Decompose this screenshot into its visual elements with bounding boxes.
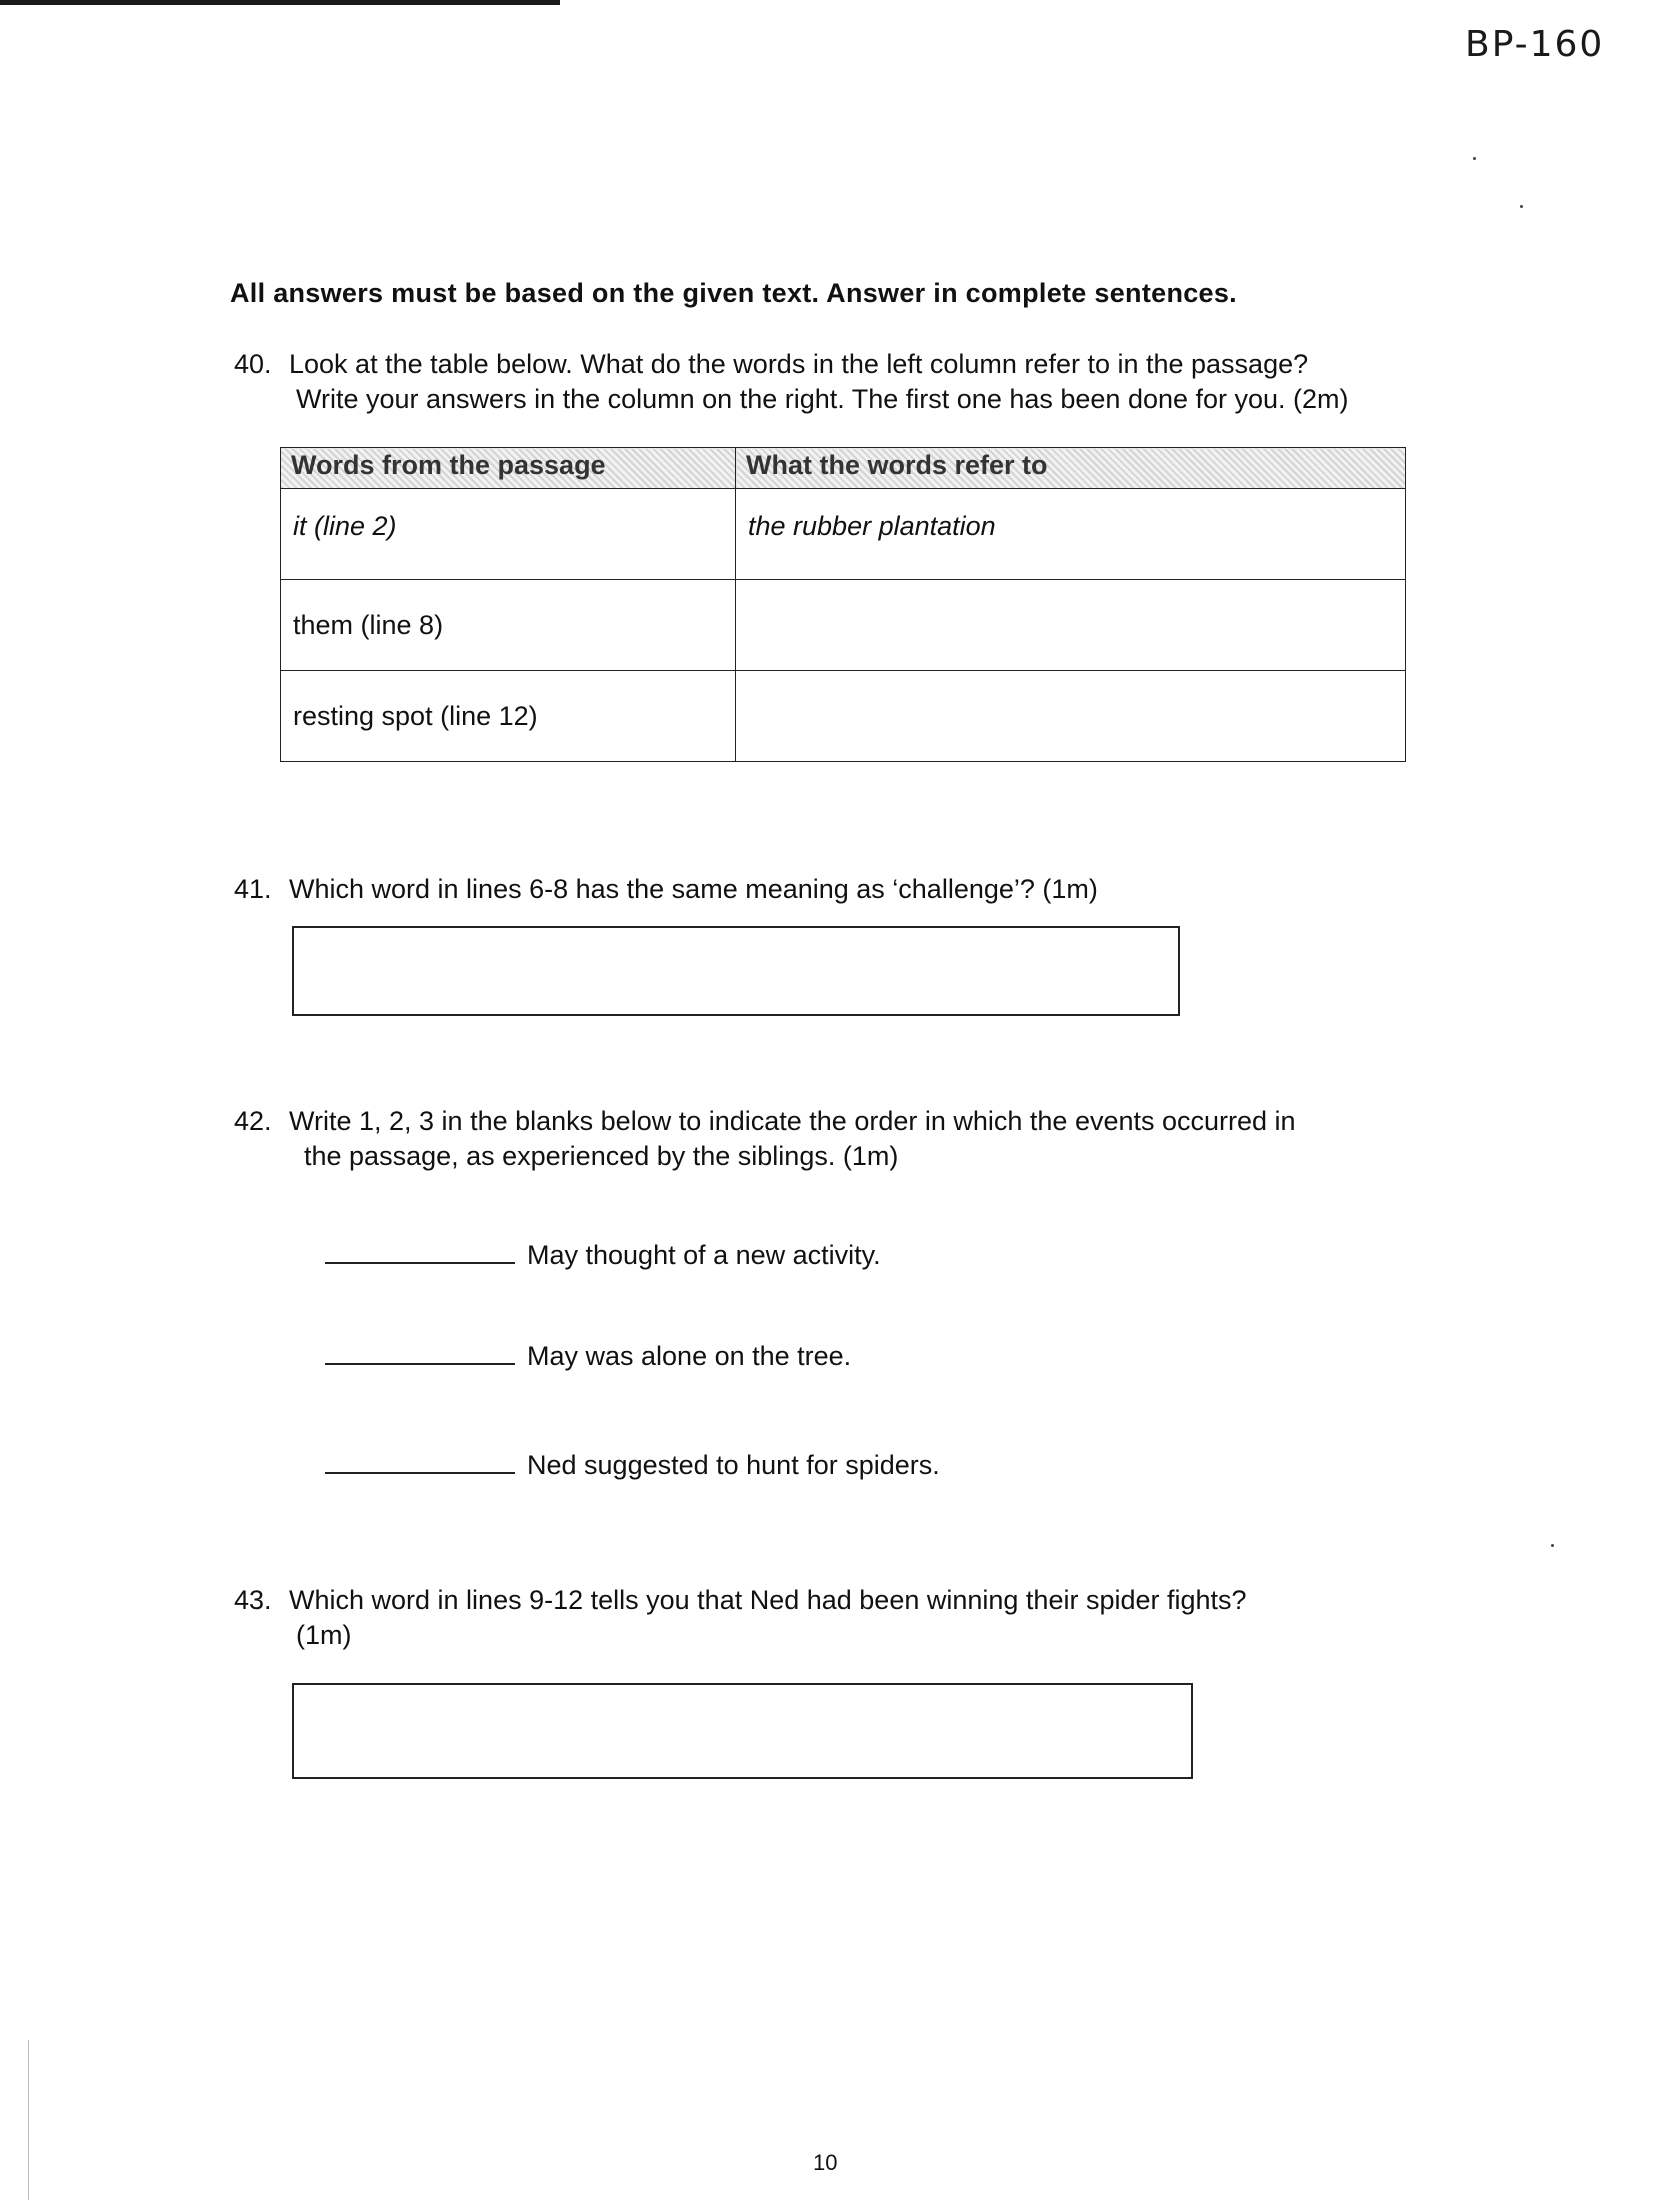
table-row <box>281 580 1406 671</box>
question-text-continued: (1m) <box>296 1620 352 1650</box>
scan-speck <box>1473 157 1476 160</box>
question-text: Which word in lines 9-12 tells you that Ned had been winning their spider fights? <box>289 1585 1247 1615</box>
question-number: 42. <box>234 1106 272 1136</box>
table-cell: the rubber plantation <box>736 489 1406 580</box>
table-row <box>281 489 1406 580</box>
table-header: What the words refer to <box>736 448 1406 489</box>
question-text-continued: the passage, as experienced by the siblings. (1m) <box>304 1141 899 1171</box>
table-cell: it (line 2) <box>281 489 736 580</box>
order-blank[interactable] <box>325 1452 515 1474</box>
event-text: May was alone on the tree. <box>527 1341 852 1371</box>
question-42 <box>234 1104 1296 1174</box>
question-number: 43. <box>234 1585 272 1615</box>
top-edge-rule <box>0 0 560 5</box>
event-text: Ned suggested to hunt for spiders. <box>527 1450 940 1480</box>
event-text: May thought of a new activity. <box>527 1240 881 1270</box>
question-number: 40. <box>234 349 272 379</box>
event-row <box>325 1450 940 1481</box>
document-code: BP-160 <box>1465 24 1605 65</box>
question-text-continued: Write your answers in the column on the right. The first one has been done for you. (2m) <box>296 384 1349 414</box>
answer-box-43[interactable] <box>292 1683 1193 1779</box>
question-text: Look at the table below. What do the words in the left column refer to in the passage? <box>289 349 1309 379</box>
order-blank[interactable] <box>325 1343 515 1365</box>
event-row <box>325 1240 881 1271</box>
question-text: Which word in lines 6-8 has the same meaning as ‘challenge’? (1m) <box>289 874 1098 904</box>
answer-cell[interactable] <box>736 671 1406 762</box>
question-41 <box>234 872 1098 907</box>
event-row <box>325 1341 851 1372</box>
order-blank[interactable] <box>325 1242 515 1264</box>
instructions: All answers must be based on the given text. Answer in complete sentences. <box>230 278 1237 308</box>
question-40 <box>234 347 1349 417</box>
question-text: Write 1, 2, 3 in the blanks below to indicate the order in which the events occurred in <box>289 1106 1296 1136</box>
table-cell: them (line 8) <box>281 580 736 671</box>
table-row <box>281 671 1406 762</box>
answer-box-41[interactable] <box>292 926 1180 1016</box>
table-header-row <box>281 448 1406 489</box>
question-number: 41. <box>234 874 272 904</box>
table-header: Words from the passage <box>281 448 736 489</box>
answer-cell[interactable] <box>736 580 1406 671</box>
question-43 <box>234 1583 1247 1653</box>
scan-edge-line <box>28 2040 29 2200</box>
page-number: 10 <box>813 2150 838 2175</box>
reference-table <box>280 447 1406 762</box>
scan-speck <box>1551 1544 1554 1547</box>
scan-speck <box>1520 205 1523 208</box>
table-cell: resting spot (line 12) <box>281 671 736 762</box>
